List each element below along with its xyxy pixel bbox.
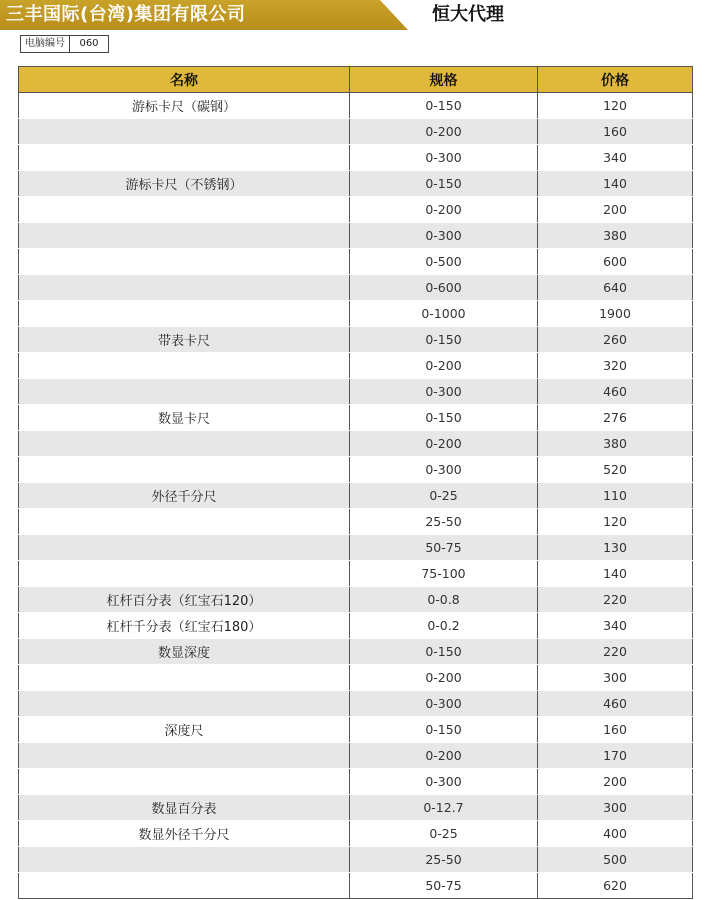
cell-price: 340 xyxy=(538,613,693,639)
cell-name xyxy=(19,769,350,795)
table-row xyxy=(19,275,693,301)
cell-spec: 0-500 xyxy=(350,249,538,275)
code-label: 电脑编号 xyxy=(21,36,70,52)
cell-spec: 50-75 xyxy=(350,535,538,561)
cell-price: 460 xyxy=(538,691,693,717)
price-table xyxy=(18,66,693,899)
cell-name xyxy=(19,119,350,145)
cell-spec: 0-300 xyxy=(350,223,538,249)
cell-name: 杠杆百分表（红宝石120） xyxy=(19,587,350,613)
computer-code-box xyxy=(20,35,109,53)
cell-name: 数显百分表 xyxy=(19,795,350,821)
cell-name xyxy=(19,249,350,275)
table-row xyxy=(19,223,693,249)
cell-name xyxy=(19,743,350,769)
table-row xyxy=(19,145,693,171)
cell-price: 640 xyxy=(538,275,693,301)
agent-title: 恒大代理 xyxy=(432,4,504,25)
cell-spec: 0-150 xyxy=(350,327,538,353)
cell-price: 300 xyxy=(538,665,693,691)
table-row xyxy=(19,119,693,145)
cell-spec: 0-300 xyxy=(350,691,538,717)
cell-spec: 0-200 xyxy=(350,431,538,457)
cell-price: 500 xyxy=(538,847,693,873)
cell-name xyxy=(19,691,350,717)
table-row xyxy=(19,379,693,405)
cell-spec: 0-300 xyxy=(350,145,538,171)
cell-price: 460 xyxy=(538,379,693,405)
cell-spec: 0-25 xyxy=(350,483,538,509)
table-row xyxy=(19,873,693,899)
cell-price: 340 xyxy=(538,145,693,171)
cell-spec: 50-75 xyxy=(350,873,538,899)
table-header-row xyxy=(19,67,693,93)
cell-spec: 0-150 xyxy=(350,93,538,119)
cell-name xyxy=(19,665,350,691)
cell-price: 130 xyxy=(538,535,693,561)
table-row xyxy=(19,93,693,119)
cell-name: 数显深度 xyxy=(19,639,350,665)
cell-price: 320 xyxy=(538,353,693,379)
cell-price: 140 xyxy=(538,561,693,587)
cell-price: 620 xyxy=(538,873,693,899)
table-row xyxy=(19,795,693,821)
table-row xyxy=(19,691,693,717)
cell-spec: 0-300 xyxy=(350,457,538,483)
table-row xyxy=(19,743,693,769)
cell-name xyxy=(19,353,350,379)
table-row xyxy=(19,171,693,197)
cell-spec: 25-50 xyxy=(350,847,538,873)
cell-spec: 0-300 xyxy=(350,379,538,405)
cell-price: 380 xyxy=(538,431,693,457)
cell-spec: 25-50 xyxy=(350,509,538,535)
cell-price: 220 xyxy=(538,587,693,613)
cell-name: 外径千分尺 xyxy=(19,483,350,509)
cell-price: 170 xyxy=(538,743,693,769)
cell-price: 1900 xyxy=(538,301,693,327)
cell-price: 220 xyxy=(538,639,693,665)
cell-price: 160 xyxy=(538,119,693,145)
cell-spec: 0-150 xyxy=(350,717,538,743)
table-row xyxy=(19,249,693,275)
cell-name xyxy=(19,275,350,301)
cell-price: 520 xyxy=(538,457,693,483)
cell-price: 200 xyxy=(538,197,693,223)
cell-spec: 0-0.8 xyxy=(350,587,538,613)
cell-price: 300 xyxy=(538,795,693,821)
cell-spec: 75-100 xyxy=(350,561,538,587)
table-row xyxy=(19,431,693,457)
cell-name: 杠杆千分表（红宝石180） xyxy=(19,613,350,639)
cell-price: 600 xyxy=(538,249,693,275)
cell-price: 120 xyxy=(538,93,693,119)
table-row xyxy=(19,457,693,483)
header-price: 价格 xyxy=(538,67,693,93)
cell-price: 120 xyxy=(538,509,693,535)
cell-name: 游标卡尺（碳钢） xyxy=(19,93,350,119)
cell-name: 游标卡尺（不锈钢） xyxy=(19,171,350,197)
table-row xyxy=(19,197,693,223)
cell-spec: 0-200 xyxy=(350,119,538,145)
cell-price: 380 xyxy=(538,223,693,249)
table-row xyxy=(19,405,693,431)
table-row xyxy=(19,327,693,353)
cell-name: 数显卡尺 xyxy=(19,405,350,431)
cell-price: 160 xyxy=(538,717,693,743)
table-row xyxy=(19,561,693,587)
table-row xyxy=(19,821,693,847)
cell-name xyxy=(19,379,350,405)
table-row xyxy=(19,665,693,691)
cell-price: 200 xyxy=(538,769,693,795)
cell-price: 260 xyxy=(538,327,693,353)
table-body xyxy=(19,93,693,899)
cell-name xyxy=(19,535,350,561)
table-row xyxy=(19,587,693,613)
cell-spec: 0-200 xyxy=(350,743,538,769)
cell-spec: 0-12.7 xyxy=(350,795,538,821)
cell-name xyxy=(19,197,350,223)
code-value: 060 xyxy=(79,38,99,49)
table-row xyxy=(19,847,693,873)
cell-spec: 0-200 xyxy=(350,665,538,691)
table-row xyxy=(19,535,693,561)
cell-spec: 0-300 xyxy=(350,769,538,795)
cell-price: 400 xyxy=(538,821,693,847)
header-name: 名称 xyxy=(19,67,350,93)
cell-spec: 0-600 xyxy=(350,275,538,301)
table-row xyxy=(19,353,693,379)
table-row xyxy=(19,509,693,535)
table-row xyxy=(19,613,693,639)
cell-price: 276 xyxy=(538,405,693,431)
table-row xyxy=(19,301,693,327)
table-row xyxy=(19,639,693,665)
cell-name xyxy=(19,145,350,171)
cell-spec: 0-200 xyxy=(350,353,538,379)
cell-price: 140 xyxy=(538,171,693,197)
cell-name xyxy=(19,847,350,873)
cell-spec: 0-150 xyxy=(350,405,538,431)
cell-name: 数显外径千分尺 xyxy=(19,821,350,847)
cell-spec: 0-150 xyxy=(350,171,538,197)
table-row xyxy=(19,717,693,743)
header-spec: 规格 xyxy=(350,67,538,93)
cell-name xyxy=(19,301,350,327)
table-row xyxy=(19,483,693,509)
cell-spec: 0-1000 xyxy=(350,301,538,327)
cell-spec: 0-25 xyxy=(350,821,538,847)
cell-name xyxy=(19,873,350,899)
table-row xyxy=(19,769,693,795)
company-name: 三丰国际(台湾)集团有限公司 xyxy=(6,4,246,25)
cell-spec: 0-200 xyxy=(350,197,538,223)
cell-name: 深度尺 xyxy=(19,717,350,743)
cell-name: 带表卡尺 xyxy=(19,327,350,353)
cell-name xyxy=(19,431,350,457)
cell-name xyxy=(19,561,350,587)
cell-name xyxy=(19,223,350,249)
cell-price: 110 xyxy=(538,483,693,509)
cell-name xyxy=(19,509,350,535)
cell-spec: 0-150 xyxy=(350,639,538,665)
cell-spec: 0-0.2 xyxy=(350,613,538,639)
cell-name xyxy=(19,457,350,483)
